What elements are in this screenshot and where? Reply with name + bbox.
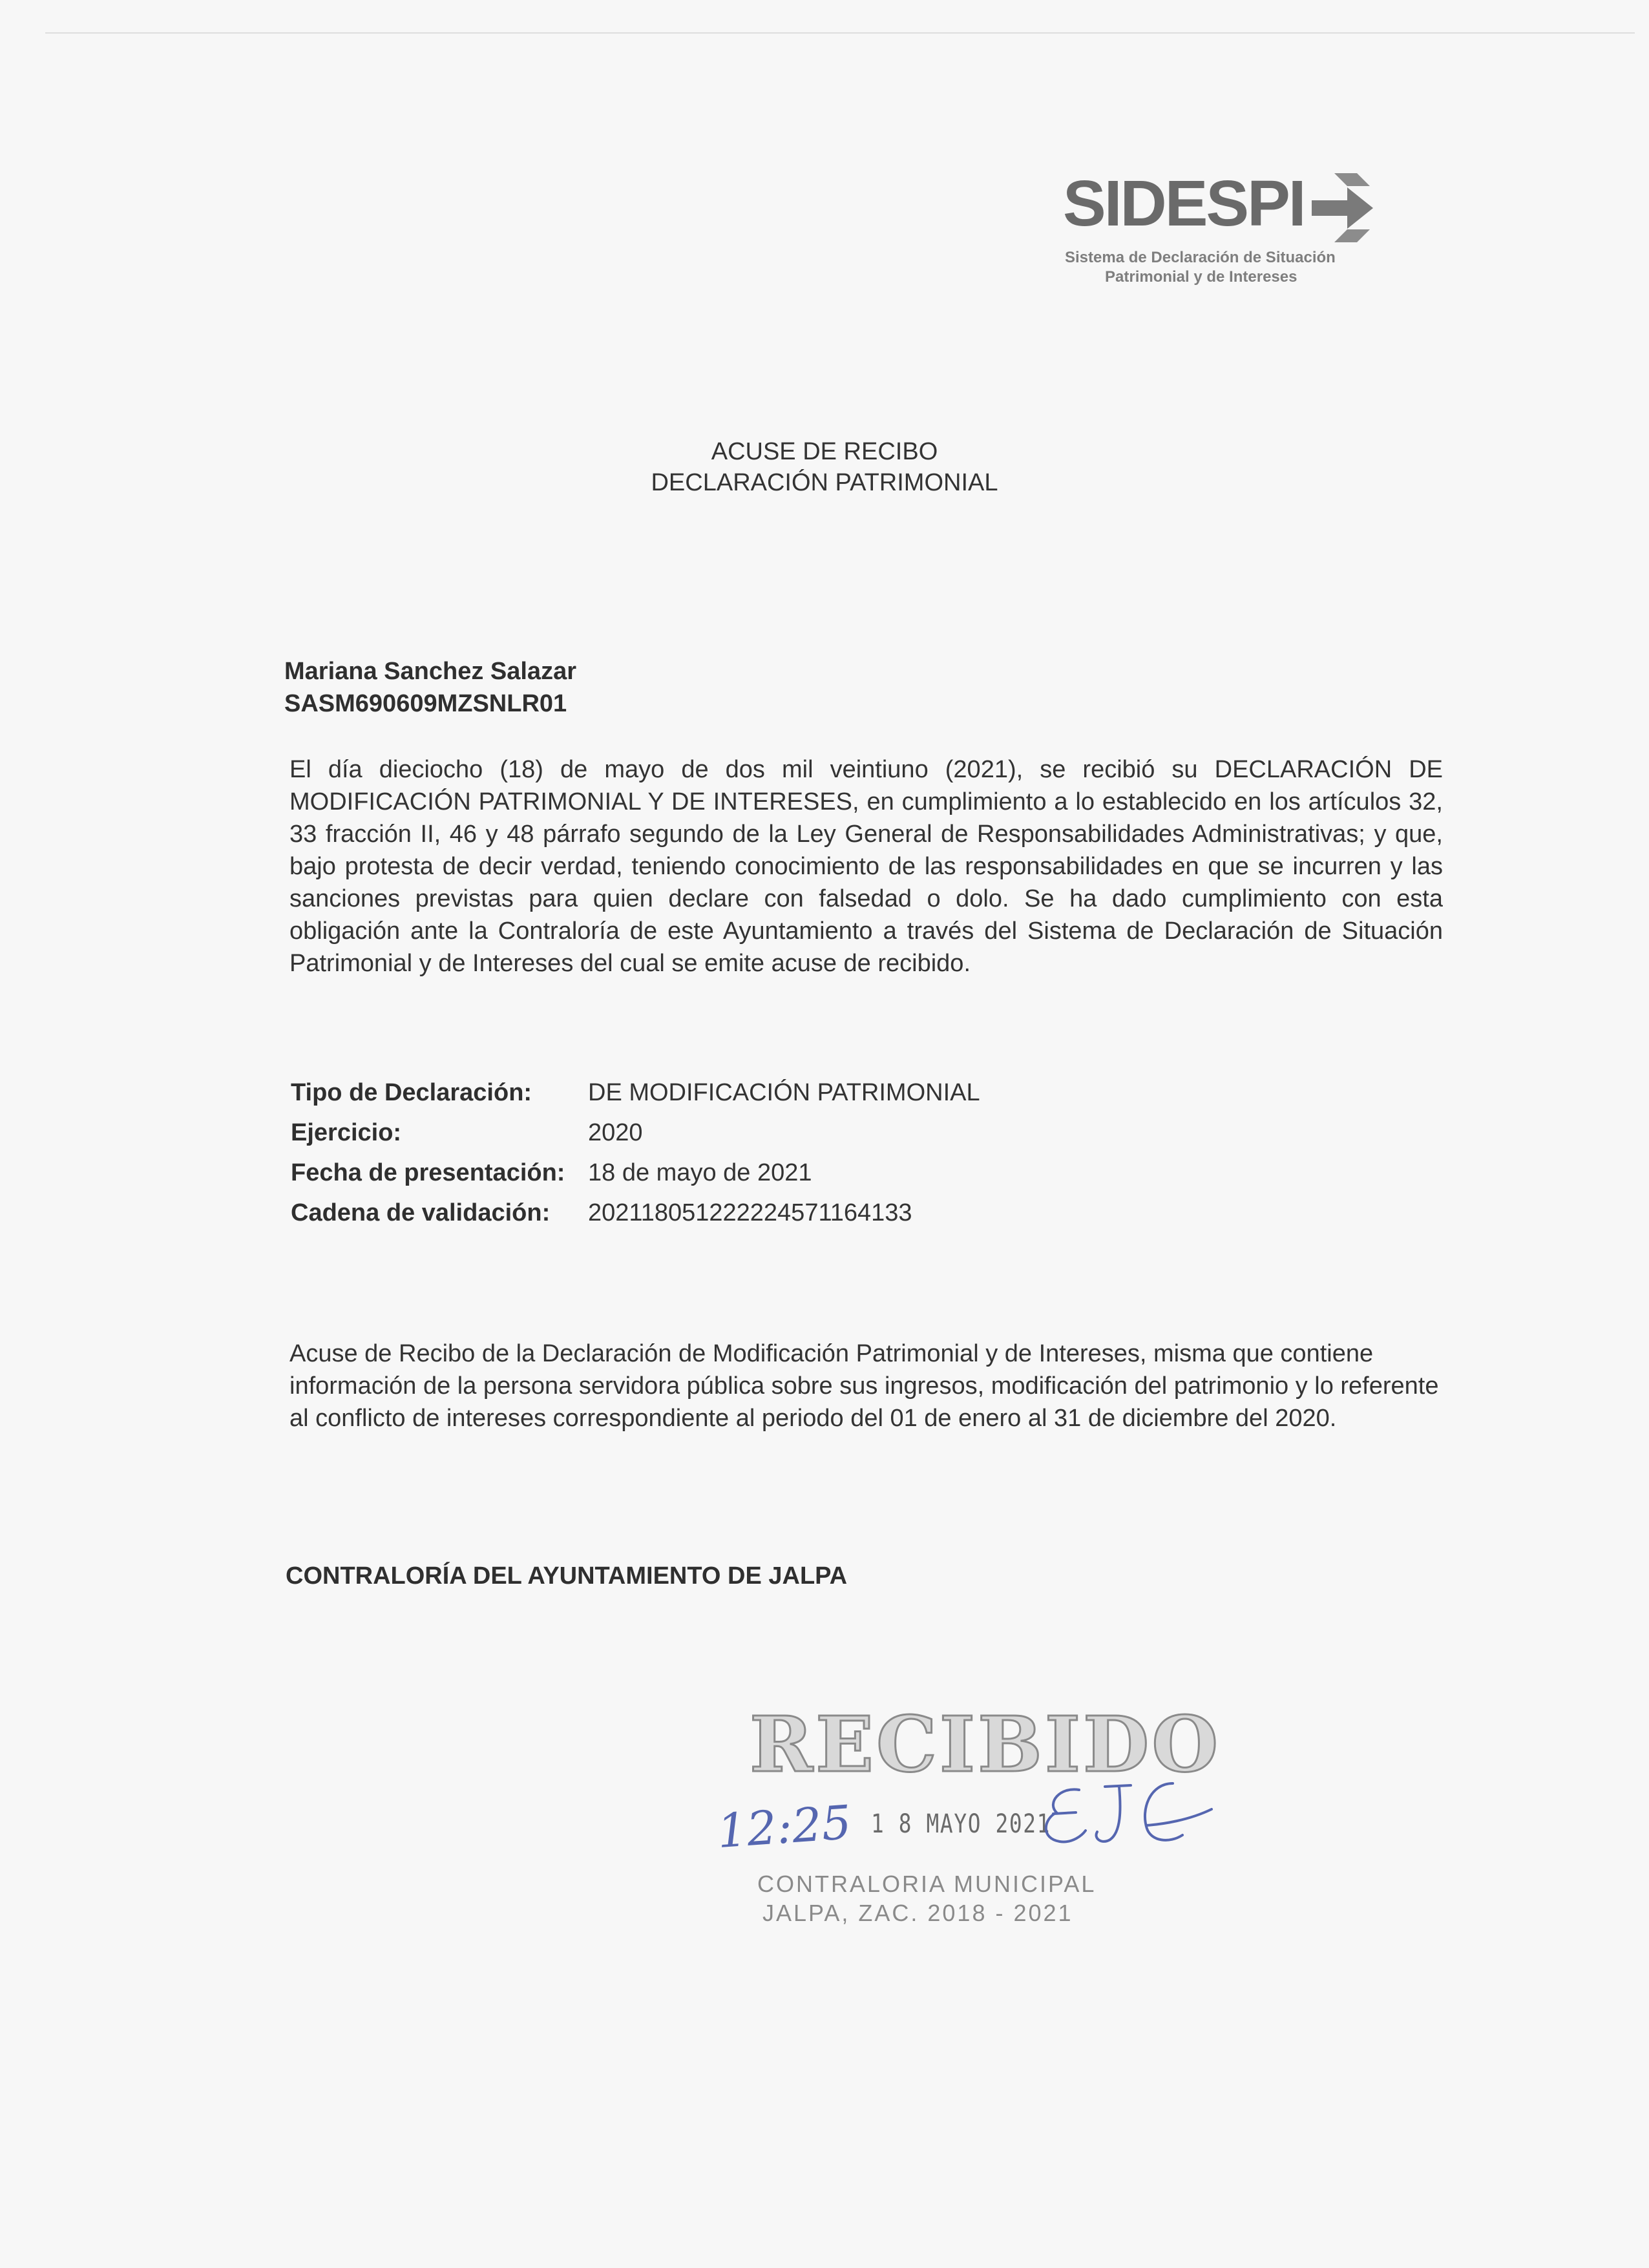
sidespi-logo — [1060, 165, 1383, 294]
field-value: DE MODIFICACIÓN PATRIMONIAL — [588, 1079, 980, 1106]
document-title: ACUSE DE RECIBO — [711, 438, 938, 465]
field-label: Ejercicio: — [291, 1119, 402, 1146]
stamp-office-line1: CONTRALORIA MUNICIPAL — [757, 1871, 1097, 1897]
received-stamp-title: RECIBIDO — [750, 1699, 1221, 1789]
body-paragraph: El día dieciocho (18) de mayo de dos mil veintiuno (2021), se recibió su DECLARACIÓN DE MODIFICACIÓN PATRIMONIAL Y DE INTERESES, en cumplimiento a lo establecido en los artículos 32, 33 fracción II, 46 y 48 párrafo segundo de la Ley General de Responsabilidades Administrativas; y que, bajo protesta de decir verdad, teniendo conocimiento de las responsabilidades en que se incurren y las sanciones previstas para quien declare con falsedad o dolo. Se ha dado cumplimiento con esta obligación ante la Contraloría de este Ayuntamiento a través del Sistema de Declaración de Situación Patrimonial y de Intereses del cual se emite acuse de recibido. — [289, 756, 1443, 977]
field-label: Fecha de presentación: — [291, 1159, 565, 1186]
logo-wordmark: SIDESPI — [1063, 167, 1305, 240]
field-label: Tipo de Declaración: — [291, 1079, 532, 1106]
stamp-office-line2: JALPA, ZAC. 2018 - 2021 — [762, 1900, 1073, 1926]
declarant-name: Mariana Sanchez Salazar — [284, 658, 576, 685]
stamp-date: 1 8 MAYO 2021 — [871, 1809, 1051, 1839]
field-value: 20211805122222457116413​3 — [588, 1199, 912, 1226]
closing-paragraph: Acuse de Recibo de la Declaración de Modificación Patrimonial y de Intereses, misma que contiene información de la persona servidora pública sobre sus ingresos, modificación del patrimonio y lo referente al conflicto de intereses correspondiente al periodo del 01 de enero al 31 de diciembre del 2020. — [289, 1340, 1439, 1432]
logo-subtitle-line2: Patrimonial y de Intereses — [1105, 268, 1297, 286]
handwritten-time: 12:25 — [715, 1794, 854, 1859]
top-divider — [45, 32, 1635, 34]
issuer-footer: CONTRALORÍA DEL AYUNTAMIENTO DE JALPA — [286, 1562, 848, 1590]
field-label: Cadena de validación: — [291, 1199, 551, 1226]
field-value: 18 de mayo de 2021 — [588, 1159, 812, 1186]
logo-subtitle-line1: Sistema de Declaración de Situación — [1065, 249, 1336, 266]
field-value: 2020 — [588, 1119, 643, 1146]
document-subtitle: DECLARACIÓN PATRIMONIAL — [651, 469, 998, 496]
signature-initials — [1034, 1774, 1215, 1858]
logo-arrow-icon — [1308, 168, 1380, 246]
declarant-rfc: SASM690609MZSNLR01 — [284, 690, 567, 717]
